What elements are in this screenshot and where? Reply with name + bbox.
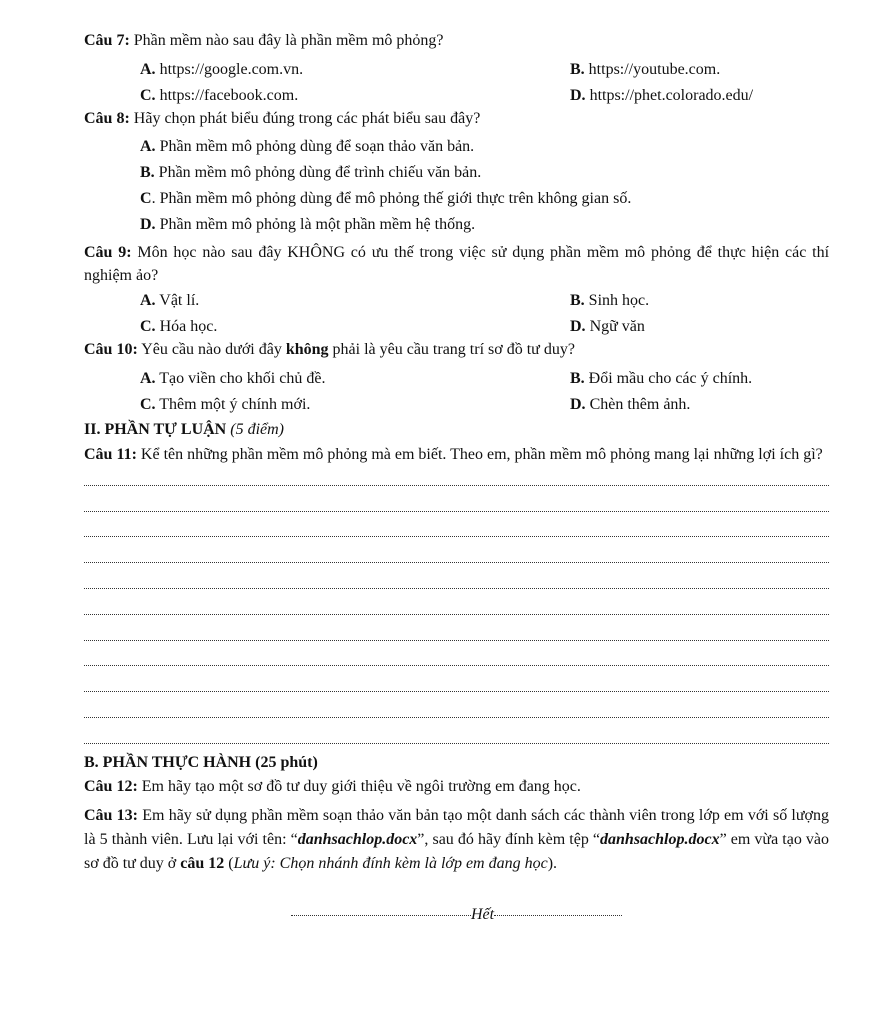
option-b: B. Đổi mầu cho các ý chính.: [570, 369, 753, 387]
file-name: danhsachlop.docx: [297, 830, 418, 848]
question-text: Môn học nào sau đây KHÔNG có ưu thế trong việc sử dụng phần mềm mô phỏng để thực hiện các thí nghiệm ảo?: [84, 244, 830, 284]
option-c: C. Hóa học.: [140, 317, 218, 335]
answer-line[interactable]: [84, 621, 829, 647]
exam-page: [84, 30, 829, 925]
option-a: A. https://google.com.vn.: [140, 60, 304, 78]
question-text: Hãy chọn phát biểu đúng trong các phát biểu sau đây?: [129, 110, 481, 127]
option-d: D. Ngữ văn: [570, 317, 645, 335]
question-label: Câu 13:: [84, 806, 139, 824]
question-12: [84, 776, 829, 802]
options-row: [84, 391, 829, 417]
answer-line[interactable]: [84, 466, 829, 492]
option-c: C. Thêm một ý chính mới.: [140, 395, 311, 413]
option-d: D. https://phet.colorado.edu/: [570, 86, 754, 104]
option-b: B. Phần mềm mô phỏng dùng để trình chiếu văn bản.: [140, 164, 482, 181]
options-row: [84, 56, 829, 82]
question-label: Câu 11:: [84, 446, 137, 463]
section-heading: II. PHẦN TỰ LUẬN (5 điểm): [84, 421, 284, 438]
option-d: D. Phần mềm mô phỏng là một phần mềm hệ thống.: [140, 216, 476, 233]
question-11: [84, 443, 829, 466]
question-label: Câu 10:: [84, 341, 138, 358]
options-row: [84, 313, 829, 339]
answer-line[interactable]: [84, 518, 829, 544]
option-a: A. Vật lí.: [140, 291, 200, 309]
options-row: [84, 82, 829, 108]
option-c: C. Phần mềm mô phỏng dùng để mô phỏng thế giới thực trên không gian số.: [140, 190, 632, 207]
answer-line[interactable]: [84, 698, 829, 724]
option-a: A. Phần mềm mô phỏng dùng để soạn thảo văn bản.: [140, 138, 475, 155]
question-9: [84, 238, 829, 287]
question-text: Phần mềm nào sau đây là phần mềm mô phỏng?: [129, 32, 444, 49]
question-label: Câu 8:: [84, 110, 130, 127]
options-row: [84, 287, 829, 313]
note: Lưu ý: Chọn nhánh đính kèm là lớp em đang học: [233, 854, 548, 872]
question-label: Câu 9:: [84, 244, 132, 261]
dotted-leader: [291, 915, 471, 916]
answer-line[interactable]: [84, 569, 829, 595]
option-d: D. Chèn thêm ảnh.: [570, 395, 691, 413]
options-row: [84, 365, 829, 391]
end-marker: Hết: [84, 904, 829, 925]
answer-line[interactable]: [84, 595, 829, 621]
question-text: Em hãy tạo một sơ đồ tư duy giới thiệu về ngôi trường em đang học.: [137, 777, 581, 795]
answer-line[interactable]: [84, 647, 829, 673]
question-reference: câu 12: [180, 854, 225, 872]
answer-line[interactable]: [84, 724, 829, 750]
question-label: Câu 12:: [84, 777, 138, 795]
question-7: [84, 30, 829, 56]
option-b: B. Sinh học.: [570, 291, 650, 309]
question-8: [84, 108, 829, 134]
question-10: Câu 10: Yêu cầu nào dưới đây không phải là yêu cầu trang trí sơ đồ tư duy?: [84, 341, 575, 358]
option-c: C. https://facebook.com.: [140, 86, 299, 104]
option-a: A. Tạo viền cho khối chủ đề.: [140, 369, 326, 387]
answer-line[interactable]: [84, 492, 829, 518]
answer-line[interactable]: [84, 672, 829, 698]
file-name: danhsachlop.docx: [600, 830, 720, 848]
question-13: Câu 13: Em hãy sử dụng phần mềm soạn thảo văn bản tạo một danh sách các thành viên trong lớp em với số lượng là 5 thành viên. Lưu lại với tên: “danhsachlop.docx”, sau đó hãy đính kèm tệp “danhsachlop.docx” em vừa tạo vào sơ đồ tư duy ở câu 12 (Lưu ý: Chọn nhánh đính kèm là lớp em đang học).: [84, 806, 829, 872]
answer-line[interactable]: [84, 543, 829, 569]
answer-lines: [84, 466, 829, 750]
question-text: Kể tên những phần mềm mô phỏng mà em biết. Theo em, phần mềm mô phỏng mang lại những lợi ích gì?: [136, 446, 823, 463]
section-heading: B. PHẦN THỰC HÀNH (25 phút): [84, 753, 318, 771]
dotted-leader: [494, 915, 622, 916]
question-label: Câu 7:: [84, 32, 130, 49]
option-b: B. https://youtube.com.: [570, 60, 721, 78]
